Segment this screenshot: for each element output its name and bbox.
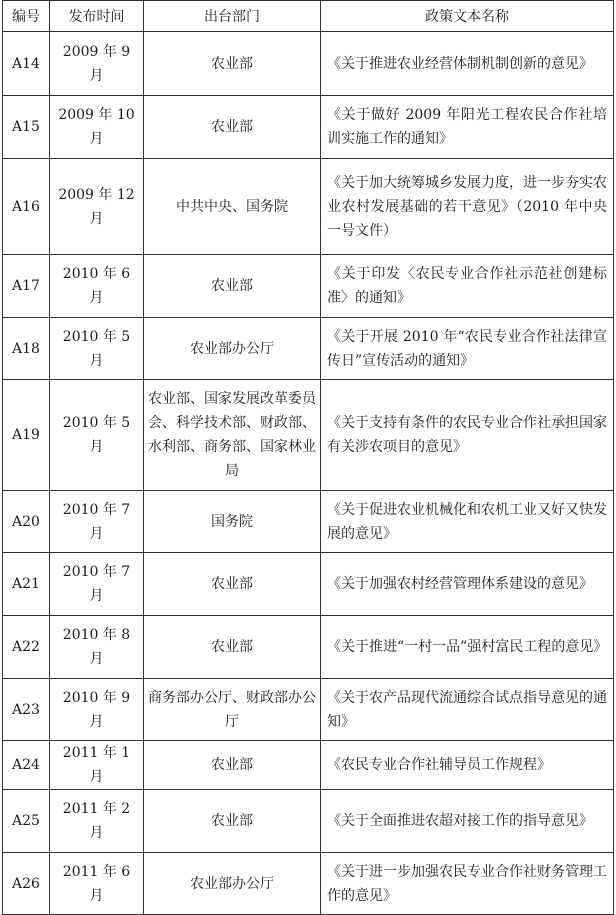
row-id: A26 (3, 853, 50, 915)
row-date: 2009 年 12 月 (50, 159, 144, 255)
row-title: 《关于开展 2010 年“农民专业合作社法律宣传日”宣传活动的通知》 (321, 318, 614, 380)
row-dept: 农业部 (144, 616, 321, 679)
row-dept: 农业部办公厅 (144, 318, 321, 380)
table-row (3, 96, 614, 159)
table-row (3, 553, 614, 616)
table-row (3, 32, 614, 96)
row-id: A17 (3, 255, 50, 318)
table-body (3, 32, 614, 915)
table-row (3, 255, 614, 318)
row-title: 《关于农产品现代流通综合试点指导意见的通知》 (321, 679, 614, 741)
row-title: 《关于印发〈农民专业合作社示范社创建标准〉的通知》 (321, 255, 614, 318)
table-row (3, 491, 614, 553)
table-header (3, 1, 614, 32)
row-dept: 农业部 (144, 96, 321, 159)
row-date: 2010 年 7 月 (50, 553, 144, 616)
header-row (3, 1, 614, 32)
row-dept: 商务部办公厅、财政部办公厅 (144, 679, 321, 741)
row-id: A23 (3, 679, 50, 741)
row-id: A25 (3, 790, 50, 853)
row-title: 《关于加大统筹城乡发展力度，进一步夯实农业农村发展基础的若干意见》（2010 年中央一号文件） (321, 159, 614, 255)
row-id: A22 (3, 616, 50, 679)
row-dept: 农业部 (144, 32, 321, 96)
header-dept: 出台部门 (144, 1, 321, 32)
row-date: 2011 年 6 月 (50, 853, 144, 915)
row-title: 《关于加强农村经营管理体系建设的意见》 (321, 553, 614, 616)
table-row (3, 790, 614, 853)
row-title: 《关于推进“一村一品”强村富民工程的意见》 (321, 616, 614, 679)
row-date: 2010 年 9 月 (50, 679, 144, 741)
row-dept: 农业部 (144, 790, 321, 853)
row-date: 2010 年 8 月 (50, 616, 144, 679)
row-date: 2010 年 7 月 (50, 491, 144, 553)
row-id: A24 (3, 741, 50, 790)
row-title: 《关于进一步加强农民专业合作社财务管理工作的意见》 (321, 853, 614, 915)
row-date: 2011 年 1 月 (50, 741, 144, 790)
table-row (3, 679, 614, 741)
table-row (3, 616, 614, 679)
table-row (3, 741, 614, 790)
row-title: 《关于促进农业机械化和农机工业又好又快发展的意见》 (321, 491, 614, 553)
row-dept: 国务院 (144, 491, 321, 553)
row-id: A16 (3, 159, 50, 255)
row-id: A14 (3, 32, 50, 96)
row-title: 《关于做好 2009 年阳光工程农民合作社培训实施工作的通知》 (321, 96, 614, 159)
header-date: 发布时间 (50, 1, 144, 32)
policy-table (2, 0, 614, 915)
row-id: A15 (3, 96, 50, 159)
table-row (3, 380, 614, 491)
row-title: 《关于支持有条件的农民专业合作社承担国家有关涉农项目的意见》 (321, 380, 614, 491)
table-row (3, 159, 614, 255)
row-title: 《农民专业合作社辅导员工作规程》 (321, 741, 614, 790)
row-dept: 农业部、国家发展改革委员会、科学技术部、财政部、水利部、商务部、国家林业局 (144, 380, 321, 491)
row-id: A20 (3, 491, 50, 553)
row-date: 2011 年 2 月 (50, 790, 144, 853)
row-id: A19 (3, 380, 50, 491)
row-dept: 农业部 (144, 553, 321, 616)
row-title: 《关于全面推进农超对接工作的指导意见》 (321, 790, 614, 853)
row-date: 2009 年 9 月 (50, 32, 144, 96)
header-title: 政策文本名称 (321, 1, 614, 32)
row-dept: 农业部办公厅 (144, 853, 321, 915)
table-row (3, 853, 614, 915)
row-date: 2010 年 5 月 (50, 318, 144, 380)
row-date: 2009 年 10 月 (50, 96, 144, 159)
row-dept: 中共中央、国务院 (144, 159, 321, 255)
row-id: A18 (3, 318, 50, 380)
row-date: 2010 年 5 月 (50, 380, 144, 491)
row-date: 2010 年 6 月 (50, 255, 144, 318)
row-id: A21 (3, 553, 50, 616)
table-row (3, 318, 614, 380)
row-dept: 农业部 (144, 741, 321, 790)
row-title: 《关于推进农业经营体制机制创新的意见》 (321, 32, 614, 96)
row-dept: 农业部 (144, 255, 321, 318)
header-id: 编号 (3, 1, 50, 32)
